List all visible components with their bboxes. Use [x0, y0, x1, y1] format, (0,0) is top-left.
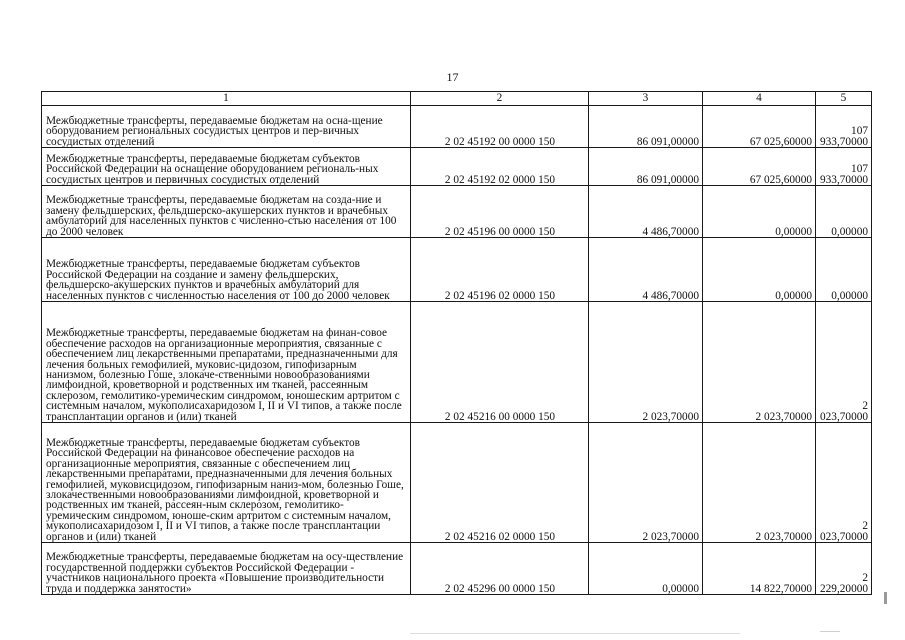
- column-header-5: 5: [816, 92, 872, 106]
- scan-edge-mark: [884, 592, 887, 604]
- column-header-4: 4: [703, 92, 816, 106]
- table-row: [42, 148, 872, 186]
- row-value-4: 67 025,60000: [703, 106, 816, 148]
- table-row: [42, 238, 872, 302]
- table-row: [42, 186, 872, 238]
- column-header-2: 2: [411, 92, 589, 106]
- row-name: Межбюджетные трансферты, передаваемые бюджетам субъектов Российской Федерации на создание и замену фельдшерских, фельдшерско-акушерских пунктов и врачебных амбулаторий для населенных пунктов с численностью населения от 100 до 2000 человек: [42, 238, 411, 302]
- row-value-4: 2 023,70000: [703, 302, 816, 423]
- row-name: Межбюджетные трансферты, передаваемые бюджетам субъектов Российской Федерации на оснащение оборудованием региональ-ных сосудистых центров и первичных сосудистых отделений: [42, 148, 411, 186]
- table-row: [42, 302, 872, 423]
- row-value-3: 4 486,70000: [589, 238, 703, 302]
- row-name: Межбюджетные трансферты, передаваемые бюджетам на осу-ществление государственной поддержки субъектов Российской Федерации - участников национального проекта «Повышение производительности труда и поддержка занятости»: [42, 543, 411, 595]
- row-value-4: 0,00000: [703, 186, 816, 238]
- table-row: [42, 106, 872, 148]
- row-value-5: 0,00000: [816, 186, 872, 238]
- row-value-4: 0,00000: [703, 238, 816, 302]
- row-value-3: 4 486,70000: [589, 186, 703, 238]
- row-value-4: 14 822,70000: [703, 543, 816, 595]
- page-number: 17: [446, 70, 459, 84]
- row-code: 2 02 45196 02 0000 150: [411, 238, 589, 302]
- row-value-5: 2 023,70000: [816, 302, 872, 423]
- row-code: 2 02 45296 00 0000 150: [411, 543, 589, 595]
- row-name: Межбюджетные трансферты, передаваемые бюджетам на осна-щение оборудованием региональных сосудистых центров и пер-вичных сосудистых отделений: [42, 106, 411, 148]
- row-name: Межбюджетные трансферты, передаваемые бюджетам на финан-совое обеспечение расходов на организационные мероприятия, связанные с обеспечением лиц лекарственными препаратами, предназначенными для лечения больных гемофилией, муковис-цидозом, гипофизарным нанизмом, болезнью Гоше, злокаче-ственными новообразованиями лимфоидной, кроветворной и родственных им тканей, рассеянным склерозом, гемолитико-уремическим синдромом, юношеским артритом с системным началом, мукополисахаридозом I, II и VI типов, а также после трансплантации органов и (или) тканей: [42, 302, 411, 423]
- row-value-5: 107 933,70000: [816, 106, 872, 148]
- row-value-3: 0,00000: [589, 543, 703, 595]
- table-row: [42, 423, 872, 543]
- row-value-3: 86 091,00000: [589, 106, 703, 148]
- row-name: Межбюджетные трансферты, передаваемые бюджетам субъектов Российской Федерации на финансовое обеспечение расходов на организационные мероприятия, связанные с обеспечением лиц лекарственными препаратами, предназначенными для лечения больных гемофилией, муковисцидозом, гипофизарным нaниз-мом, болезнью Гоше, злокачественными новообразованиями лимфоидной, кроветворной и родственных им тканей, рассеян-ным склерозом, гемолитико-уремическим синдромом, юноше-ским артритом с системным началом, мукополисахаридозом I, II и VI типов, а также после трансплантации органов и (или) тканей: [42, 423, 411, 543]
- row-value-4: 67 025,60000: [703, 148, 816, 186]
- row-value-5: 0,00000: [816, 238, 872, 302]
- row-code: 2 02 45216 00 0000 150: [411, 302, 589, 423]
- scan-edge-mark: [820, 631, 840, 632]
- row-code: 2 02 45192 00 0000 150: [411, 106, 589, 148]
- row-code: 2 02 45192 02 0000 150: [411, 148, 589, 186]
- column-header-3: 3: [589, 92, 703, 106]
- budget-transfers-table: [41, 91, 872, 595]
- row-code: 2 02 45216 02 0000 150: [411, 423, 589, 543]
- table-header-row: [42, 92, 872, 106]
- scan-edge-mark: [410, 633, 740, 634]
- row-value-4: 2 023,70000: [703, 423, 816, 543]
- row-value-5: 107 933,70000: [816, 148, 872, 186]
- table-row: [42, 543, 872, 595]
- row-value-3: 2 023,70000: [589, 423, 703, 543]
- row-code: 2 02 45196 00 0000 150: [411, 186, 589, 238]
- row-value-5: 2 023,70000: [816, 423, 872, 543]
- row-name: Межбюджетные трансферты, передаваемые бюджетам на созда-ние и замену фельдшерских, фельдшерско-акушерских пунктов и врачебных амбулаторий для населенных пунктов с численно-стью населения от 100 до 2000 человек: [42, 186, 411, 238]
- row-value-5: 2 229,20000: [816, 543, 872, 595]
- row-value-3: 86 091,00000: [589, 148, 703, 186]
- row-value-3: 2 023,70000: [589, 302, 703, 423]
- column-header-1: 1: [42, 92, 411, 106]
